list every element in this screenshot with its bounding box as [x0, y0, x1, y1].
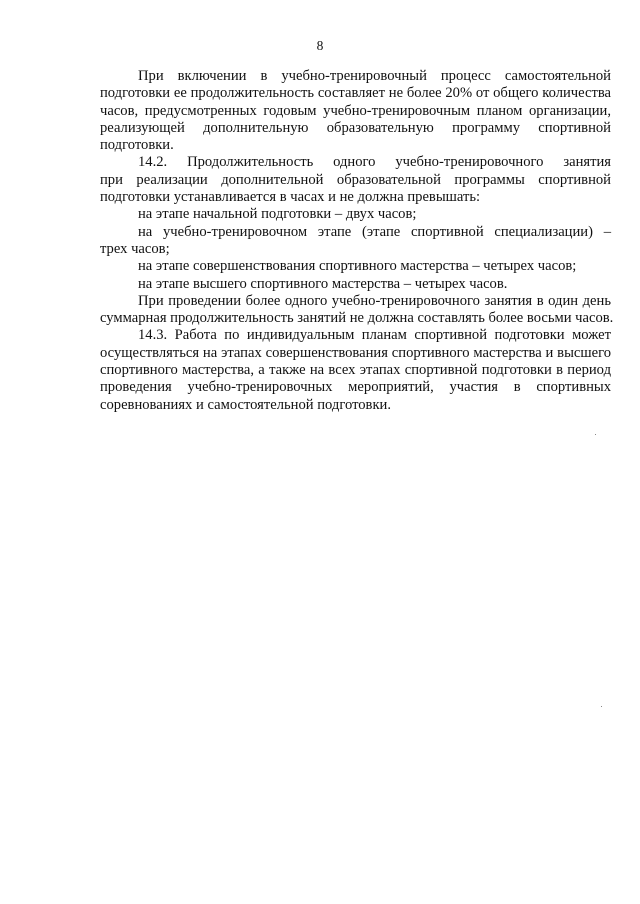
text-line: часов, предусмотренных годовым учебно-тренировочным планом организации, [100, 102, 611, 119]
paragraph-self-training [62, 68, 611, 154]
text-line: реализующей дополнительную образовательную программу спортивной [100, 119, 611, 136]
text-line: трех часов; [100, 240, 170, 257]
text-line: при реализации дополнительной образовательной программы спортивной [100, 171, 611, 188]
text-line: При проведении более одного учебно-тренировочного занятия в один день [138, 292, 611, 309]
list-item-training-stage [62, 224, 611, 259]
document-body [62, 68, 614, 414]
text-line: проведения учебно-тренировочных мероприятий, участия в спортивных [100, 379, 611, 396]
text-line: на этапе высшего спортивного мастерства – четырех часов. [138, 275, 508, 292]
text-line: на учебно-тренировочном этапе (этапе спортивной специализации) – [138, 223, 611, 240]
text-line: на этапе начальной подготовки – двух часов; [138, 206, 417, 223]
page-number: 8 [316, 38, 324, 53]
paragraph-14-3 [62, 327, 611, 413]
text-line: 14.3. Работа по индивидуальным планам спортивной подготовки может [138, 327, 611, 344]
paragraph-multiple-sessions [62, 292, 614, 328]
list-item-improvement-stage [62, 258, 611, 275]
text-line: соревнованиях и самостоятельной подготовки. [100, 396, 391, 413]
text-line: суммарная продолжительность занятий не должна составлять более восьми часов. [100, 310, 614, 327]
list-item-highest-mastery-stage [62, 276, 611, 293]
text-line: на этапе совершенствования спортивного мастерства – четырех часов; [138, 258, 577, 275]
text-line: подготовки. [100, 137, 174, 154]
text-line: спортивного мастерства, а также на всех этапах спортивной подготовки в период [100, 362, 611, 379]
scan-speck [595, 434, 596, 435]
scan-speck [601, 706, 602, 707]
text-line: подготовки ее продолжительность составляет не более 20% от общего количества [100, 85, 611, 102]
text-line: подготовки устанавливается в часах и не должна превышать: [100, 189, 481, 206]
list-item-initial-stage [62, 206, 611, 223]
text-line: 14.2. Продолжительность одного учебно-тренировочного занятия [138, 154, 611, 171]
text-line: При включении в учебно-тренировочный процесс самостоятельной [138, 68, 611, 84]
paragraph-14-2 [62, 154, 611, 206]
text-line: осуществляться на этапах совершенствования спортивного мастерства и высшего [100, 344, 611, 361]
